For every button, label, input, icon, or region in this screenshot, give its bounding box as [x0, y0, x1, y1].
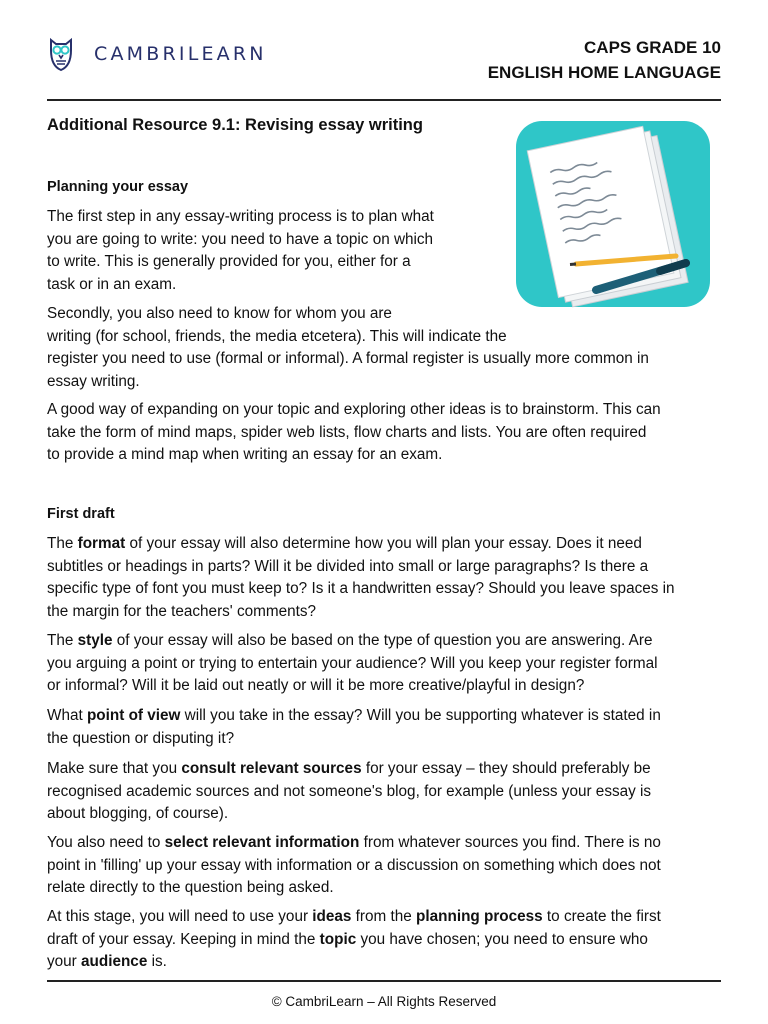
text-run: for your essay – they should preferably be	[361, 760, 651, 777]
text-line: point in 'filling' up your essay with information or a discussion on something which does not	[47, 856, 661, 874]
text-line: register you need to use (formal or informal). A formal register is usually more common in	[47, 350, 649, 367]
text-line: relate directly to the question being asked.	[47, 879, 334, 896]
text-line: writing (for school, friends, the media etcetera). This will indicate the	[47, 327, 507, 345]
grade-label: CAPS GRADE 10	[584, 38, 721, 57]
footer-divider	[47, 980, 721, 982]
keyword-select-information: select relevant information	[164, 834, 360, 851]
text-line: A good way of expanding on your topic and exploring other ideas is to brainstorm. This can	[47, 401, 661, 418]
text-run: your	[47, 953, 82, 970]
section-heading-first-draft: First draft	[47, 506, 115, 522]
paragraph-planning-3	[47, 399, 727, 467]
course-info	[488, 35, 721, 85]
text-line: take the form of mind maps, spider web lists, flow charts and lists. You are often required	[47, 423, 647, 441]
header-divider	[47, 99, 721, 101]
text-run: The	[47, 632, 78, 649]
owl-logo-icon	[47, 36, 75, 72]
resource-title: Additional Resource 9.1: Revising essay writing	[47, 116, 423, 134]
text-run: is.	[147, 953, 167, 970]
keyword-format: format	[77, 535, 126, 552]
keyword-topic: topic	[319, 930, 357, 948]
text-line: Secondly, you also need to know for whom you are	[47, 305, 392, 322]
text-run: The	[47, 535, 78, 552]
text-run: from the	[351, 908, 417, 925]
text-run: draft of your essay. Keeping in mind the	[47, 930, 320, 948]
text-line: to write. This is generally provided for you, either for a	[47, 253, 411, 270]
text-line: you are going to write: you need to have a topic on which	[47, 230, 434, 248]
text-line: to provide a mind map when writing an essay for an exam.	[47, 446, 443, 463]
keyword-audience: audience	[81, 953, 148, 970]
text-line: about blogging, of course).	[47, 805, 229, 822]
text-line: you arguing a point or trying to entertain your audience? Will you keep your register formal	[47, 654, 658, 672]
text-run: You also need to	[47, 834, 165, 851]
paragraph-planning-1	[47, 206, 727, 296]
text-run: will you take in the essay? Will you be supporting whatever is stated in	[180, 707, 661, 724]
keyword-consult-sources: consult relevant sources	[181, 760, 362, 777]
paragraph-style	[47, 630, 727, 698]
text-line: or informal? Will it be laid out neatly or will it be more creative/playful in design?	[47, 677, 585, 694]
paragraph-information	[47, 832, 727, 900]
text-run: you have chosen; you need to ensure who	[356, 930, 648, 948]
cambrilearn-logo	[47, 36, 267, 72]
copyright-footer: © CambriLearn – All Rights Reserved	[271, 994, 497, 1009]
paragraph-planning-2	[47, 303, 727, 393]
text-run: to create the first	[542, 908, 661, 925]
text-line: The first step in any essay-writing process is to plan what	[47, 208, 434, 225]
section-heading-planning: Planning your essay	[47, 179, 189, 195]
text-run: of your essay will also be based on the type of question you are answering. Are	[112, 632, 653, 649]
keyword-point-of-view: point of view	[86, 707, 181, 724]
text-line: specific type of font you must keep to? Is it a handwritten essay? Should you leave spaces in	[47, 580, 675, 597]
text-run: What	[47, 707, 87, 724]
text-line: essay writing.	[47, 372, 140, 390]
keyword-style: style	[77, 632, 113, 649]
text-line: the margin for the teachers' comments?	[47, 602, 317, 620]
paragraph-stage	[47, 906, 727, 974]
brand-name: CAMBRILEARN	[94, 43, 267, 65]
text-run: Make sure that you	[47, 760, 182, 777]
paragraph-sources	[47, 758, 727, 826]
text-run: from whatever sources you find. There is no	[359, 834, 661, 851]
text-line: the question or disputing it?	[47, 729, 235, 747]
text-run: of your essay will also determine how you will plan your essay. Does it need	[125, 535, 642, 552]
text-line: task or in an exam.	[47, 275, 177, 293]
subject-label: ENGLISH HOME LANGUAGE	[487, 63, 721, 82]
paragraph-point-of-view	[47, 705, 727, 750]
keyword-planning-process: planning process	[416, 908, 543, 925]
paragraph-format	[47, 533, 727, 623]
text-run: At this stage, you will need to use your	[47, 908, 313, 925]
keyword-ideas: ideas	[312, 908, 352, 925]
text-line: subtitles or headings in parts? Will it be divided into small or large paragraphs? Is there a	[47, 557, 649, 575]
text-line: recognised academic sources and not someone's blog, for example (unless your essay is	[47, 782, 652, 800]
